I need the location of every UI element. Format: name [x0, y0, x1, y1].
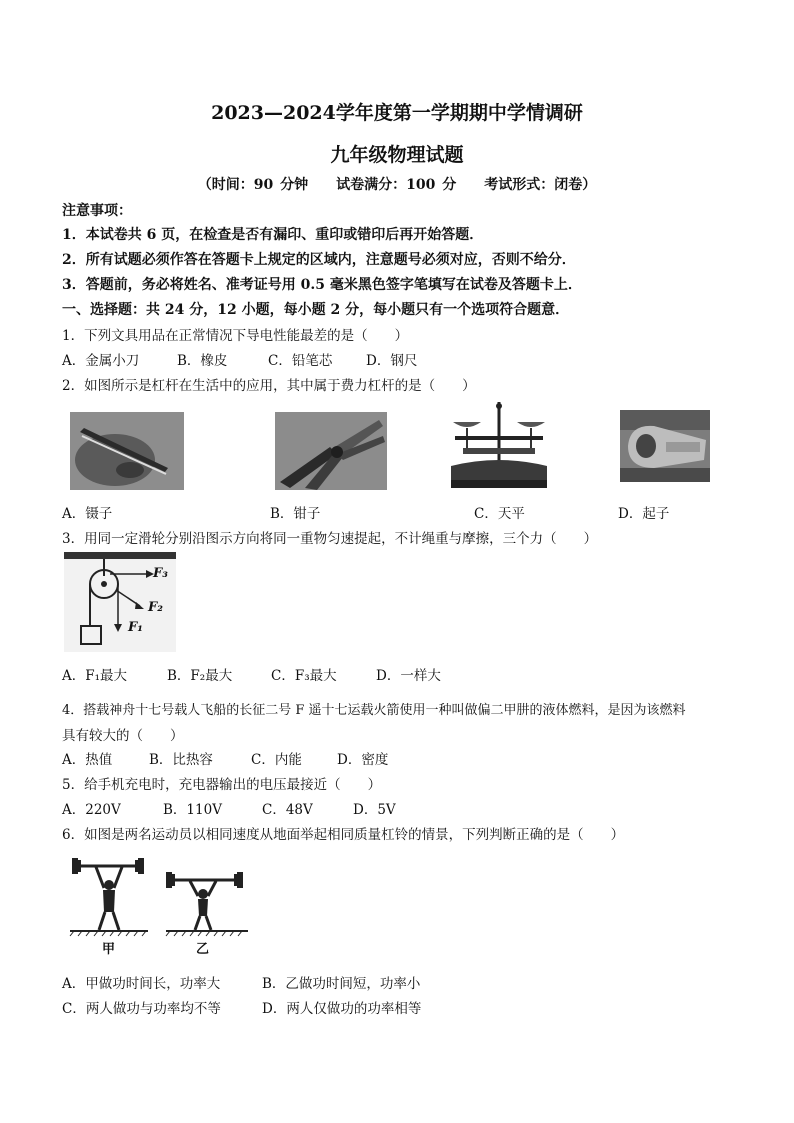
q4-option-b[interactable]: B．比热容 — [149, 752, 213, 768]
force-label-f1: F₁ — [128, 620, 143, 635]
figure-label-jia: 甲 — [102, 942, 116, 957]
question-6-stem: 6．如图是两名运动员以相同速度从地面举起相同质量杠铃的情景，下列判断正确的是（ ） — [62, 827, 625, 843]
bottle-opener-photo — [620, 410, 710, 482]
q6-option-b[interactable]: B．乙做功时间短，功率小 — [262, 976, 421, 992]
question-4-stem-cont: 具有较大的（ ） — [62, 728, 184, 744]
q5-option-b[interactable]: B．110V — [163, 802, 222, 818]
q5-option-c[interactable]: C．48V — [262, 802, 313, 818]
q1-option-a[interactable]: A．金属小刀 — [62, 353, 140, 369]
q6-option-c[interactable]: C．两人做功与功率均不等 — [62, 1001, 221, 1017]
q2-option-a[interactable]: A．镊子 — [62, 506, 113, 522]
question-5-stem: 5．给手机充电时，充电器输出的电压最接近（ ） — [62, 777, 382, 793]
q5-option-a[interactable]: A．220V — [62, 802, 121, 818]
section-heading: 一、选择题：共 24 分，12 小题，每小题 2 分，每小题只有一个选项符合题意． — [62, 302, 570, 318]
exam-meta: （时间：90 分钟 试卷满分：100 分 考试形式：闭卷） — [197, 177, 597, 193]
tweezers-photo — [70, 412, 184, 490]
q3-option-a[interactable]: A．F₁最大 — [62, 668, 128, 684]
exam-title: 2023—2024学年度第一学期期中学情调研 — [211, 102, 583, 124]
q6-option-d[interactable]: D．两人仅做功的功率相等 — [262, 1001, 422, 1017]
q4-option-c[interactable]: C．内能 — [251, 752, 302, 768]
q3-option-d[interactable]: D．一样大 — [376, 668, 441, 684]
exam-subtitle: 九年级物理试题 — [330, 144, 464, 166]
force-label-f3: F₃ — [153, 566, 168, 581]
notice-heading: 注意事项： — [62, 203, 132, 219]
weightlifters-diagram — [68, 850, 250, 960]
figure-label-yi: 乙 — [196, 942, 210, 957]
q3-option-b[interactable]: B．F₂最大 — [167, 668, 233, 684]
balance-scale-photo — [445, 400, 553, 492]
q5-option-d[interactable]: D．5V — [353, 802, 396, 818]
question-1-stem: 1．下列文具用品在正常情况下导电性能最差的是（ ） — [62, 328, 409, 344]
question-4-stem: 4．搭载神舟十七号载人飞船的长征二号 F 遥十七运载火箭使用一种叫做偏二甲肼的液体燃料，是因为该燃料 — [62, 703, 686, 718]
q4-option-a[interactable]: A．热值 — [62, 752, 113, 768]
q1-option-b[interactable]: B．橡皮 — [177, 353, 228, 369]
question-2-stem: 2．如图所示是杠杆在生活中的应用，其中属于费力杠杆的是（ ） — [62, 378, 476, 394]
notice-item: 2．所有试题必须作答在答题卡上规定的区域内，注意题号必须对应，否则不给分． — [62, 252, 576, 268]
q6-option-a[interactable]: A．甲做功时间长，功率大 — [62, 976, 221, 992]
q2-option-d[interactable]: D．起子 — [618, 506, 670, 522]
pliers-photo — [275, 412, 387, 490]
q3-option-c[interactable]: C．F₃最大 — [271, 668, 337, 684]
q2-option-b[interactable]: B．钳子 — [270, 506, 321, 522]
notice-item: 3．答题前，务必将姓名、准考证号用 0.5 毫米黑色签字笔填写在试卷及答题卡上． — [62, 277, 582, 293]
q2-option-c[interactable]: C．天平 — [474, 506, 525, 522]
question-3-stem: 3．用同一定滑轮分别沿图示方向将同一重物匀速提起，不计绳重与摩擦，三个力（ ） — [62, 531, 598, 547]
q1-option-d[interactable]: D．钢尺 — [366, 353, 418, 369]
force-label-f2: F₂ — [148, 600, 163, 615]
q1-option-c[interactable]: C．铅笔芯 — [268, 353, 333, 369]
notice-item: 1．本试卷共 6 页，在检查是否有漏印、重印或错印后再开始答题． — [62, 227, 484, 243]
q4-option-d[interactable]: D．密度 — [337, 752, 389, 768]
